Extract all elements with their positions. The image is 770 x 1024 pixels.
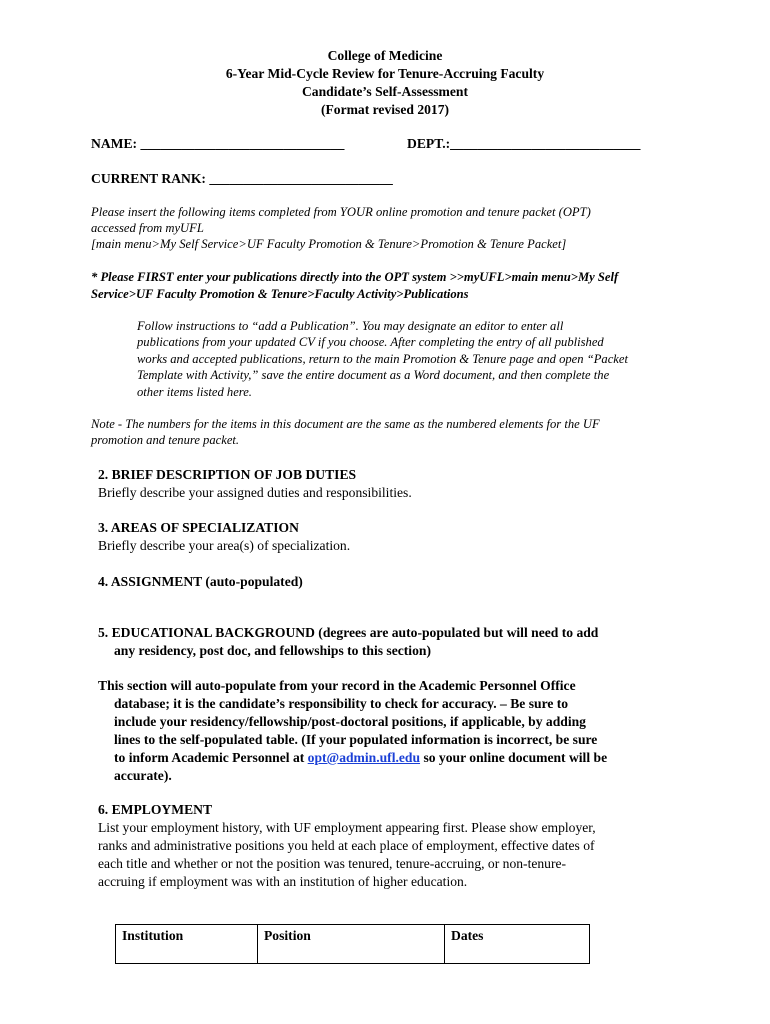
employment-table — [115, 924, 590, 964]
section-5-para-line5-pre: to inform Academic Personnel at — [114, 750, 308, 765]
section-5-para-line4: lines to the self-populated table. (If your populated information is incorrect, be sure — [114, 732, 598, 747]
current-rank-field: CURRENT RANK: ___________________________ — [91, 171, 393, 186]
section-5-para-line6: accurate). — [114, 768, 172, 783]
table-header-position: Position — [258, 925, 445, 964]
section-3-heading: 3. AREAS OF SPECIALIZATION — [98, 520, 299, 535]
publication-steps-line5: other items listed here. — [137, 385, 252, 399]
note-line1: Note - The numbers for the items in this document are the same as the numbered elements for the UF — [91, 417, 600, 431]
section-5-heading-line2: any residency, post doc, and fellowships to this section) — [114, 643, 431, 658]
instructions-line1: Please insert the following items completed from YOUR online promotion and tenure packet (OPT) — [91, 205, 591, 219]
dept-field: DEPT.:____________________________ — [407, 136, 641, 151]
section-4-heading: 4. ASSIGNMENT (auto-populated) — [98, 574, 303, 589]
section-5-heading-line1: 5. EDUCATIONAL BACKGROUND (degrees are auto-populated but will need to add — [98, 625, 599, 640]
table-header-institution: Institution — [116, 925, 258, 964]
doc-title-line2: 6-Year Mid-Cycle Review for Tenure-Accruing Faculty — [225, 66, 545, 81]
publication-steps-line4: Template with Activity,” save the entire document as a Word document, and then complete the — [137, 368, 610, 382]
instructions-line2: accessed from myUFL — [91, 221, 204, 235]
section-2-text: Briefly describe your assigned duties and responsibilities. — [98, 485, 412, 500]
instructions-line3: [main menu>My Self Service>UF Faculty Promotion & Tenure>Promotion & Tenure Packet] — [91, 237, 567, 251]
table-header-row — [116, 925, 590, 964]
doc-title-line4: (Format revised 2017) — [320, 102, 450, 117]
academic-personnel-email-link[interactable]: opt@admin.ufl.edu — [307, 750, 421, 765]
publication-steps-line3: works and accepted publications, return to the main Promotion & Tenure page and open “Packet — [137, 352, 628, 366]
publications-instruction-line2: Service>UF Faculty Promotion & Tenure>Faculty Activity>Publications — [91, 287, 469, 301]
section-5-para-line2: database; it is the candidate’s responsibility to check for accuracy. – Be sure to — [114, 696, 569, 711]
section-6-line3: each title and whether or not the position was tenured, tenure-accruing, or non-tenure- — [98, 856, 567, 871]
publications-instruction-line1: * Please FIRST enter your publications directly into the OPT system >>myUFL>main menu>My Self — [91, 270, 619, 284]
section-6-heading: 6. EMPLOYMENT — [98, 802, 213, 817]
section-5-para-line5-post: so your online document will be — [420, 750, 608, 765]
section-5-para-line3: include your residency/fellowship/post-doctoral positions, if applicable, by adding — [114, 714, 586, 729]
section-6-line1: List your employment history, with UF employment appearing first. Please show employer, — [98, 820, 596, 835]
section-2-heading: 2. BRIEF DESCRIPTION OF JOB DUTIES — [98, 467, 357, 482]
section-5-para-line1: This section will auto-populate from your record in the Academic Personnel Office — [98, 678, 576, 693]
doc-title-line1: College of Medicine — [327, 48, 443, 63]
doc-title-line3: Candidate’s Self-Assessment — [301, 84, 469, 99]
publication-steps-line2: publications from your updated CV if you choose. After completing the entry of all published — [137, 335, 604, 349]
table-header-dates: Dates — [445, 925, 590, 964]
note-line2: promotion and tenure packet. — [91, 433, 240, 447]
section-5-para-line5 — [114, 749, 607, 766]
name-field: NAME: ______________________________ — [91, 136, 345, 151]
section-6-line4: accruing if employment was with an institution of higher education. — [98, 874, 468, 889]
section-3-text: Briefly describe your area(s) of specialization. — [98, 538, 351, 553]
publication-steps-line1: Follow instructions to “add a Publication”. You may designate an editor to enter all — [137, 319, 564, 333]
section-6-line2: ranks and administrative positions you held at each place of employment, effective dates of — [98, 838, 595, 853]
